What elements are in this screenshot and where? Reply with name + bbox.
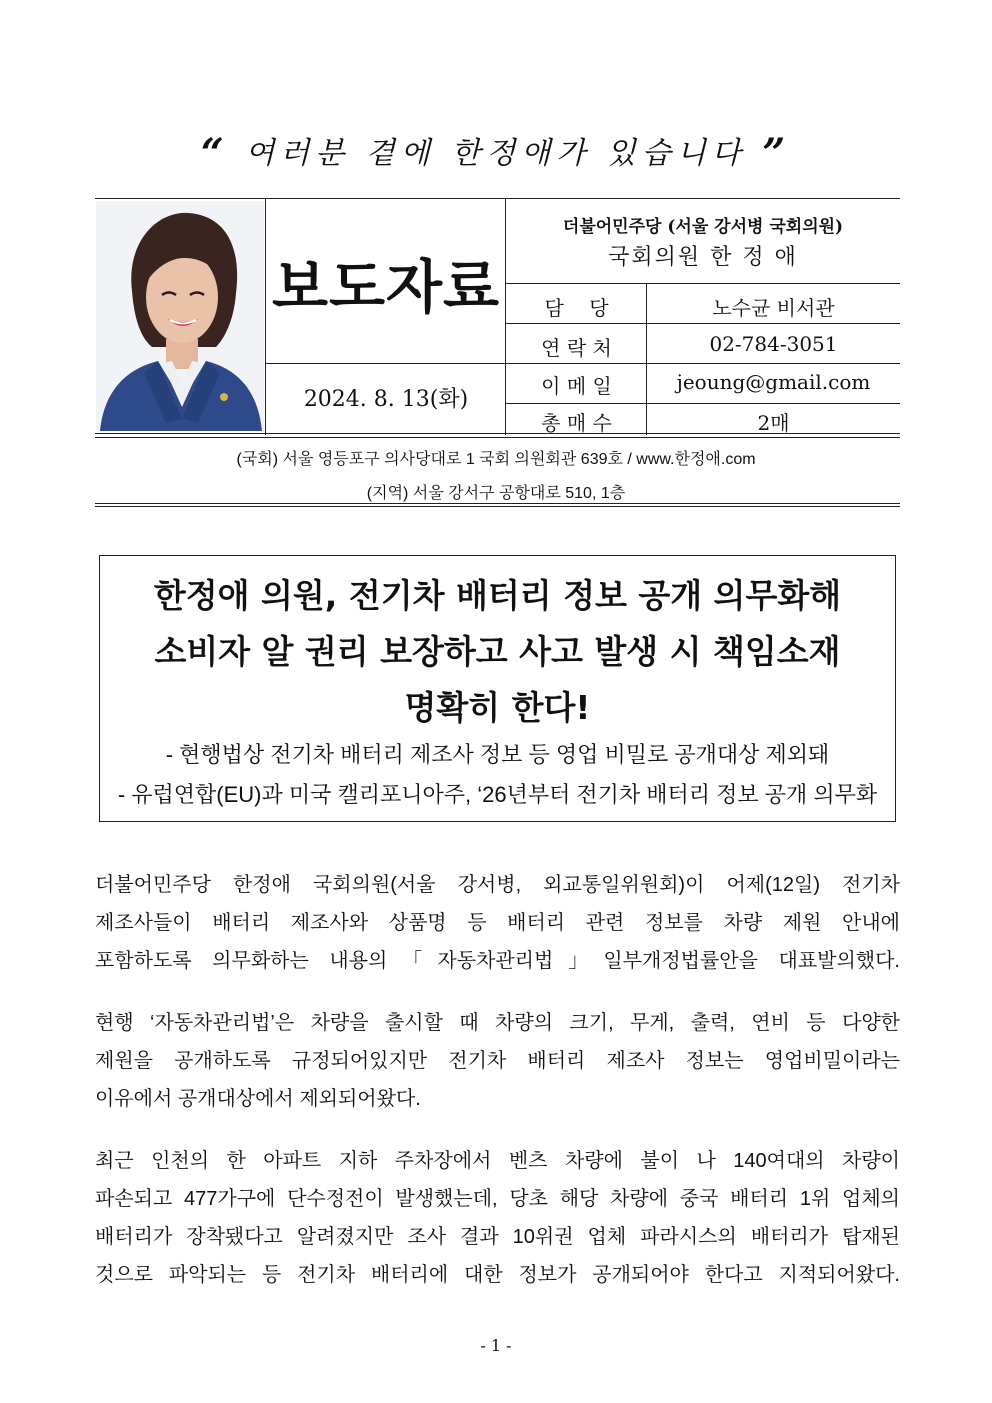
contact-value-manager: 노수균 비서관	[712, 296, 835, 320]
open-quote: “	[200, 130, 230, 177]
member-name: 국회의원 한 정 애	[608, 245, 798, 270]
paragraph-line: 제원을 공개하도록 규정되어있지만 전기차 배터리 제조사 정보는 영업비밀이라는	[95, 1050, 900, 1072]
portrait-image	[96, 201, 264, 431]
contact-label-pages: 총 매 수	[541, 411, 612, 435]
contact-label-phone: 연 락 처	[541, 336, 612, 360]
contact-value-email[interactable]: jeoung@gmail.com	[676, 370, 871, 394]
paragraph-line: 것으로 파악되는 등 전기차 배터리에 대한 정보가 공개되어야 한다고 지적되어왔다.	[95, 1264, 900, 1286]
subheadline-1: - 현행법상 전기차 배터리 제조사 정보 등 영업 비밀로 공개대상 제외돼	[165, 742, 830, 767]
press-date: 2024. 8. 13(화)	[303, 387, 469, 412]
page-number: - 1 -	[480, 1336, 512, 1355]
headline-box	[99, 555, 896, 822]
paragraph-line: 제조사들이 배터리 제조사와 상품명 등 배터리 관련 정보를 차량 제원 안내에	[95, 912, 900, 934]
paragraph-line: 현행 ‘자동차관리법’은 차량을 출시할 때 차량의 크기, 무게, 출력, 연비 등 다양한	[95, 1012, 900, 1034]
body-paragraph-1	[95, 866, 900, 980]
subheadline-2: - 유럽연합(EU)과 미국 캘리포니아주, ‘26년부터 전기차 배터리 정보 공개 의무화	[117, 782, 878, 807]
paragraph-line: 더불어민주당 한정애 국회의원(서울 강서병, 외교통일위원회)이 어제(12일) 전기차	[95, 874, 900, 896]
paragraph-line: 파손되고 477가구에 단수정전이 발생했는데, 당초 해당 차량에 중국 배터리 1위 업체의	[95, 1188, 900, 1210]
paragraph-line: 배터리가 장착됐다고 알려졌지만 조사 결과 10위권 업체 파라시스의 배터리가 탑재된	[95, 1226, 900, 1248]
party-affiliation: 더불어민주당 (서울 강서병 국회의원)	[562, 217, 844, 237]
contact-value-pages: 2매	[757, 411, 790, 435]
local-address: (지역) 서울 강서구 공항대로 510, 1층	[366, 485, 626, 502]
contact-label-email: 이 메 일	[541, 374, 612, 398]
paragraph-line: 최근 인천의 한 아파트 지하 주차장에서 벤츠 차량에 불이 나 140여대의 차량이	[95, 1150, 900, 1172]
paragraph-line: 포함하도록 의무화하는 내용의「자동차관리법」일부개정법률안을 대표발의했다.	[95, 950, 900, 972]
slogan	[0, 128, 992, 177]
assembly-address: (국회) 서울 영등포구 의사당대로 1 국회 의원회관 639호 / www.한정애.com	[236, 451, 756, 468]
headline-line-2: 소비자 알 권리 보장하고 사고 발생 시 책임소재	[154, 632, 841, 671]
contact-value-phone: 02-784-3051	[709, 332, 838, 356]
headline-line-1: 한정애 의원, 전기차 배터리 정보 공개 의무화해	[153, 576, 842, 615]
paragraph-line: 이유에서 공개대상에서 제외되어왔다.	[95, 1088, 421, 1110]
contact-label-manager: 담 당	[544, 296, 609, 320]
close-quote: ”	[762, 130, 792, 177]
headline-line-3: 명확히 한다!	[404, 688, 591, 727]
press-release-title: 보도자료	[271, 253, 501, 321]
body-paragraph-2	[95, 1004, 900, 1118]
member-portrait	[96, 201, 264, 431]
body-paragraph-3	[95, 1142, 900, 1294]
slogan-text: 여러분 곁에 한정애가 있습니다	[245, 136, 747, 171]
